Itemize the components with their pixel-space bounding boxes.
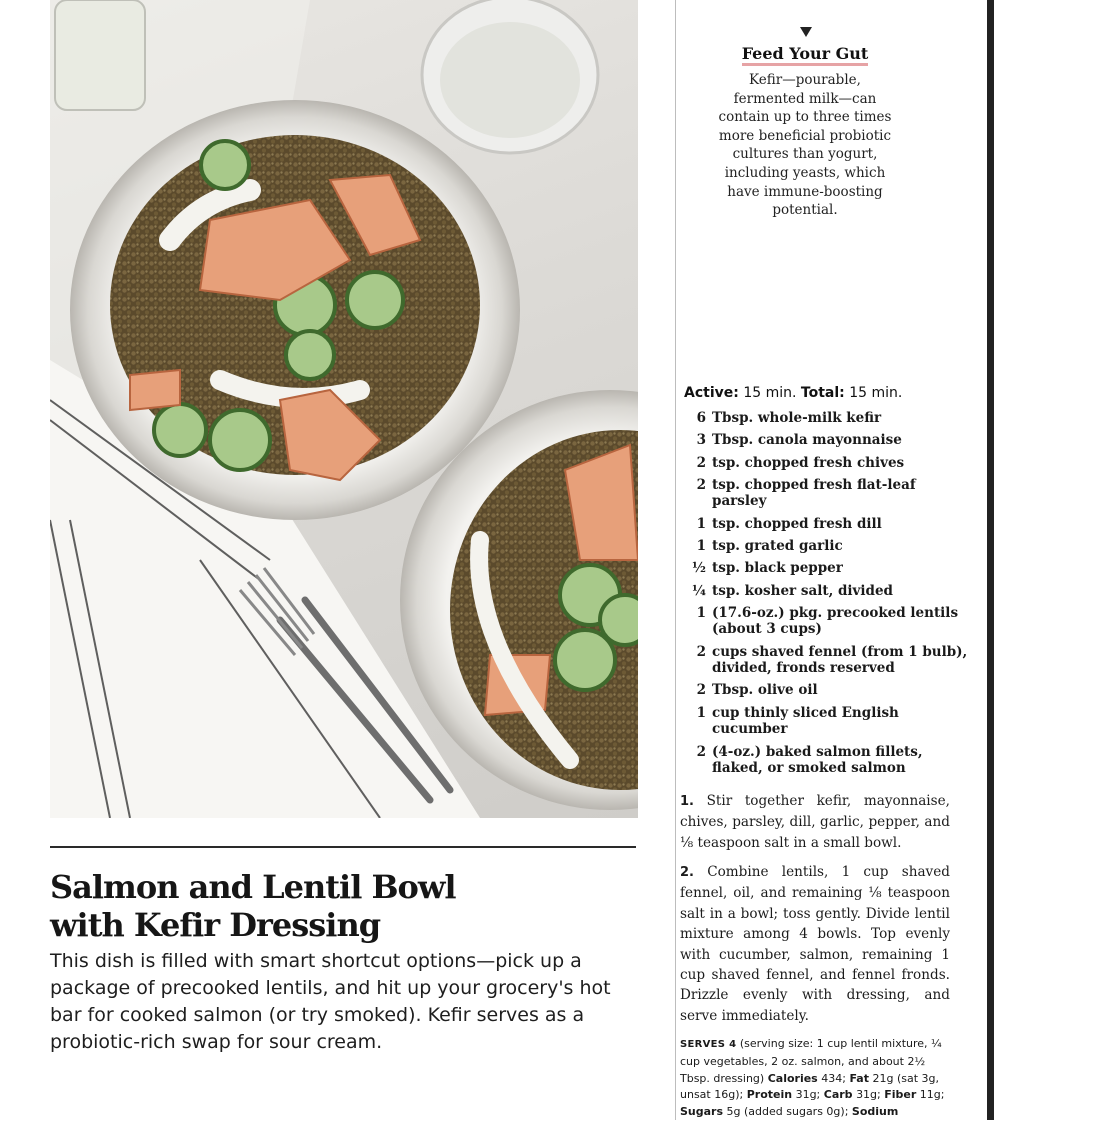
column-divider [675,0,676,1120]
ingredient-text: tsp. black pepper [712,560,843,577]
ingredient-item [684,605,974,638]
fiber-value: 11g; [919,1088,945,1102]
ingredient-item [684,477,974,510]
recipe-title-line2: with Kefir Dressing [50,906,381,944]
ingredient-item [684,744,974,777]
ingredient-item [684,455,974,472]
sugars-value: 5g (added sugars 0g); [726,1105,849,1119]
ingredient-item [684,560,974,577]
ingredient-qty: 2 [696,476,706,493]
fiber-label: Fiber [884,1088,917,1102]
sidebar-body: Kefir—pourable, fermented milk—can contain up to three times more beneficial probiotic cultures than yogurt, including yeasts, which have immune-boosting potential. [718,72,892,219]
step-number: 2. [680,865,694,880]
page-edge-bar [987,0,994,1120]
active-value: 15 min. [743,385,797,401]
ingredient-qty: 1 [696,515,706,532]
fat-label: Fat [849,1071,869,1085]
ingredient-qty: 2 [696,643,706,660]
fat-value: 21g (sat 3g, unsat 16g); [680,1071,940,1102]
ingredient-item [684,432,974,449]
ingredient-text: cups shaved fennel (from 1 bulb), divided, fronds reserved [712,643,968,677]
ingredient-item [684,516,974,533]
protein-value: 31g; [795,1088,821,1102]
ingredient-text: tsp. chopped fresh dill [712,515,882,532]
serving-size: (serving size: 1 cup lentil mixture, ¼ cup vegetables, 2 oz. salmon, and about 2½ Tbsp. dressing) [680,1037,942,1085]
ingredient-item [684,682,974,699]
nutrition-info [680,1036,948,1121]
ingredient-qty: ½ [691,560,706,577]
calories-value: 434; [821,1071,846,1085]
sodium-label: Sodium [851,1105,899,1119]
sugars-label: Sugars [680,1105,724,1119]
ingredient-qty: ¼ [691,582,706,599]
recipe-photo [50,0,638,818]
ingredient-text: (4-oz.) baked salmon fillets, flaked, or smoked salmon [712,743,923,777]
total-value: 15 min. [849,385,903,401]
title-divider [50,846,636,848]
sidebar-heading [700,44,910,63]
ingredient-text: cup thinly sliced English cucumber [712,704,899,738]
step-text: Stir together kefir, mayonnaise, chives, parsley, dill, garlic, pepper, and ⅛ teaspoon salt in a small bowl. [680,793,951,851]
step-text: Combine lentils, 1 cup shaved fennel, oil, and remaining ⅛ teaspoon salt in a bowl; toss gently. Divide lentil mixture among 4 bowls. Top evenly with cucumber, salmon, remaining 1 cup shaved fennel, and fennel fronds. Drizzle evenly with dressing, and serve immediately. [680,864,950,1024]
ingredient-qty: 1 [696,604,706,621]
ingredient-list [684,410,974,782]
step-2 [680,862,950,1026]
total-label: Total: [800,385,845,401]
ingredient-text: tsp. chopped fresh chives [712,454,905,471]
step-1 [680,791,950,853]
recipe-intro: This dish is filled with smart shortcut options—pick up a package of precooked lentils, and hit up your grocery's hot bar for cooked salmon (or try smoked). Kefir serves as a probiotic-rich swap for sour cream. [50,950,611,1053]
serves-label: SERVES 4 [680,1039,737,1050]
ingredient-item [684,410,974,427]
ingredient-item [684,644,974,677]
ingredient-item [684,538,974,555]
sidebar-heading-text: Feed Your Gut [742,44,869,66]
ingredient-qty: 2 [696,743,706,760]
ingredient-text: (17.6-oz.) pkg. precooked lentils (about 3 cups) [712,604,959,638]
ingredient-qty: 6 [696,410,706,426]
ingredient-item [684,583,974,600]
ingredient-qty: 2 [696,682,706,699]
calories-label: Calories [767,1071,818,1085]
ingredient-text: Tbsp. olive oil [712,682,818,699]
ingredient-qty: 3 [696,432,706,449]
ingredient-qty: 1 [696,537,706,554]
triangle-marker-icon [800,27,812,37]
recipe-title [50,868,610,944]
protein-label: Protein [746,1088,793,1102]
ingredient-text: tsp. grated garlic [712,537,843,554]
recipe-title-line1: Salmon and Lentil Bowl [50,868,456,906]
ingredient-text: Tbsp. whole-milk kefir [712,410,882,426]
ingredient-qty: 1 [696,704,706,721]
recipe-time [684,385,902,401]
carb-label: Carb [823,1088,853,1102]
ingredient-text: tsp. kosher salt, divided [712,582,893,599]
ingredient-item [684,705,974,738]
ingredient-text: Tbsp. canola mayonnaise [712,432,902,449]
ingredient-qty: 2 [696,454,706,471]
ingredient-text: tsp. chopped fresh flat-leaf parsley [712,476,916,510]
carb-value: 31g; [856,1088,881,1102]
active-label: Active: [684,385,739,401]
step-number: 1. [680,794,694,809]
